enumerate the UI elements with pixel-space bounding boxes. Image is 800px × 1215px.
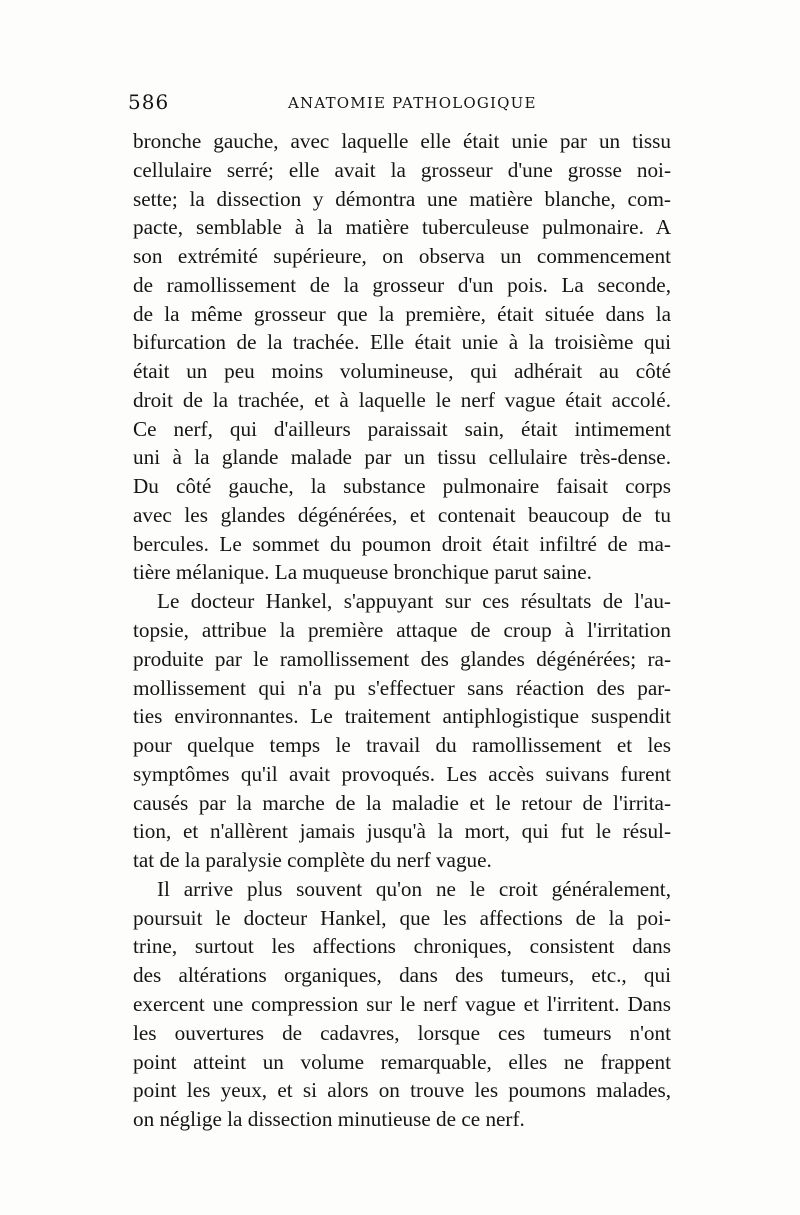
page-number: 586 xyxy=(128,90,170,114)
paragraph-2 xyxy=(133,587,671,875)
text-line: son extrémité supérieure, on observa un commencement xyxy=(133,244,671,269)
text-line: de la même grosseur que la première, était située dans la xyxy=(133,301,671,326)
text-line: exercent une compression sur le nerf vague et l'irritent. Dans xyxy=(133,991,671,1016)
running-title: ANATOMIE PATHOLOGIQUE xyxy=(288,94,537,112)
text-line: topsie, attribue la première attaque de croup à l'irritation xyxy=(133,618,671,643)
paragraph-1 xyxy=(133,127,671,587)
text-line: Le docteur Hankel, s'appuyant sur ces résultats de l'au- xyxy=(157,589,671,614)
text-line: point les yeux, et si alors on trouve les poumons malades, xyxy=(133,1078,671,1103)
text-line: trine, surtout les affections chroniques, consistent dans xyxy=(133,934,671,959)
text-line: avec les glandes dégénérées, et contenait beaucoup de tu xyxy=(133,502,671,527)
text-line: ties environnantes. Le traitement antiphlogistique suspendit xyxy=(133,704,671,729)
text-line: pour quelque temps le travail du ramollissement et les xyxy=(133,733,671,758)
text-line: cellulaire serré; elle avait la grosseur d'une grosse noi- xyxy=(133,157,671,182)
text-line: bercules. Le sommet du poumon droit était infiltré de ma- xyxy=(133,531,671,556)
text-line: symptômes qu'il avait provoqués. Les accès suivans furent xyxy=(133,761,671,786)
text-line: pacte, semblable à la matière tuberculeuse pulmonaire. A xyxy=(133,215,671,240)
text-line: Ce nerf, qui d'ailleurs paraissait sain, était intimement xyxy=(133,416,671,441)
text-line: uni à la glande malade par un tissu cellulaire très-dense. xyxy=(133,445,671,470)
body-text xyxy=(133,127,671,1134)
text-line: Il arrive plus souvent qu'on ne le croit généralement, xyxy=(157,876,671,901)
text-line: tat de la paralysie complète du nerf vague. xyxy=(133,848,492,873)
text-line: causés par la marche de la maladie et le retour de l'irrita- xyxy=(133,790,671,815)
text-line: on néglige la dissection minutieuse de ce nerf. xyxy=(133,1107,525,1132)
text-line: était un peu moins volumineuse, qui adhérait au côté xyxy=(133,359,671,384)
text-line: Du côté gauche, la substance pulmonaire faisait corps xyxy=(133,474,671,499)
text-line: droit de la trachée, et à laquelle le nerf vague était accolé. xyxy=(133,387,671,412)
text-line: tière mélanique. La muqueuse bronchique parut saine. xyxy=(133,560,592,585)
text-line: bifurcation de la trachée. Elle était unie à la troisième qui xyxy=(133,330,671,355)
text-line: bronche gauche, avec laquelle elle était unie par un tissu xyxy=(133,129,671,153)
text-line: poursuit le docteur Hankel, que les affections de la poi- xyxy=(133,905,671,930)
text-line: produite par le ramollissement des glandes dégénérées; ra- xyxy=(133,646,671,671)
text-line: des altérations organiques, dans des tumeurs, etc., qui xyxy=(133,963,671,988)
text-line: mollissement qui n'a pu s'effectuer sans réaction des par- xyxy=(133,675,671,700)
text-line: point atteint un volume remarquable, elles ne frappent xyxy=(133,1049,671,1074)
text-line: sette; la dissection y démontra une matière blanche, com- xyxy=(133,186,671,211)
paragraph-3 xyxy=(133,875,671,1134)
running-head xyxy=(128,90,673,120)
text-line: de ramollissement de la grosseur d'un pois. La seconde, xyxy=(133,272,671,297)
text-line: tion, et n'allèrent jamais jusqu'à la mort, qui fut le résul- xyxy=(133,819,671,844)
text-line: les ouvertures de cadavres, lorsque ces tumeurs n'ont xyxy=(133,1020,671,1045)
